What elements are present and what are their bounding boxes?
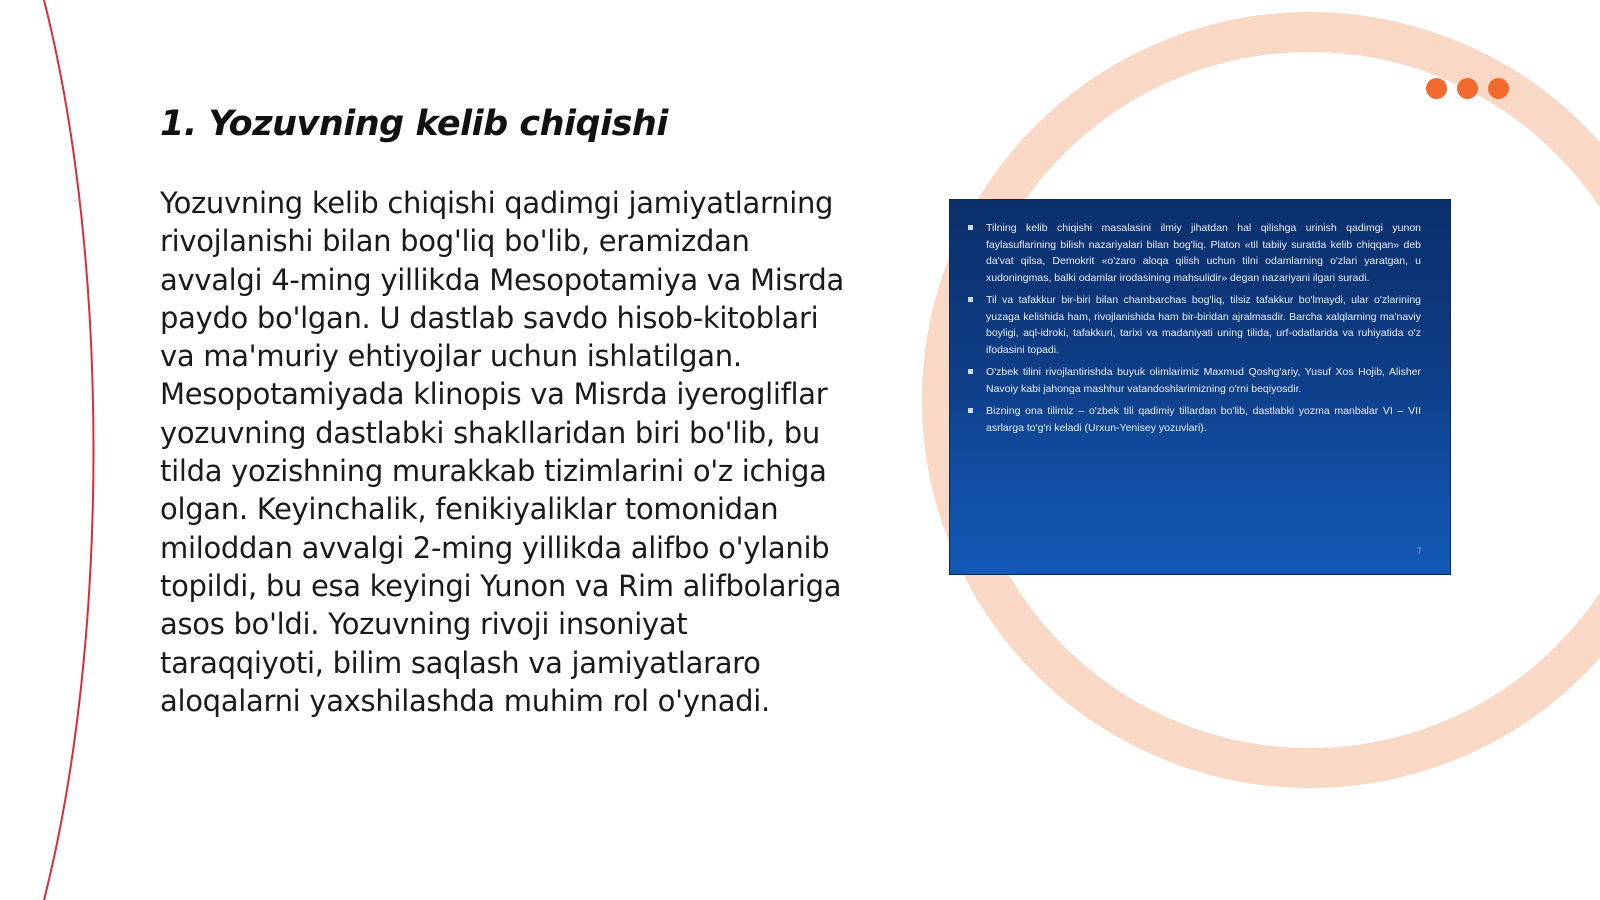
slide-title: 1. Yozuvning kelib chiqishi	[160, 104, 668, 144]
square-bullet-icon	[968, 225, 973, 230]
dot-icon	[1457, 78, 1478, 99]
embedded-bullet-item	[964, 220, 1421, 286]
square-bullet-icon	[968, 408, 973, 413]
dot-icon	[1488, 78, 1509, 99]
embedded-bullet-item	[964, 403, 1421, 436]
embedded-slide-image	[950, 200, 1450, 574]
embedded-page-number: 7	[1416, 546, 1422, 556]
slide-body-text: Yozuvning kelib chiqishi qadimgi jamiyatlarning rivojlanishi bilan bog'liq bo'lib, eramizdan avvalgi 4-ming yillikda Mesopotamiya va Misrda paydo bo'lgan. U dastlab savdo hisob-kitoblari va ma'muriy ehtiyojlar uchun ishlatilgan. Mesopotamiyada klinopis va Misrda iyerogliflar yozuvning dastlabki shakllaridan biri bo'lib, bu tilda yozishning murakkab tizimlarini o'z ichiga olgan. Keyinchalik, fenikiyaliklar tomonidan miloddan avvalgi 2-ming yillikda alifbo o'ylanib topildi, bu esa keyingi Yunon va Rim alifbolariga asos bo'ldi. Yozuvning rivoji insoniyat taraqqiyoti, bilim saqlash va jamiyatlararo aloqalarni yaxshilashda muhim rol o'ynadi.	[160, 186, 845, 718]
embedded-bullet-item	[964, 364, 1421, 397]
embedded-bullet-text: Tilning kelib chiqishi masalasini ilmiy jihatdan hal qilishga urinish qadimgi yunon faylasuflarining bilish nazariyalari bilan bog'liq. Platon «til tabiiy suratda kelib chiqqan» deb da'vat qilsa, Demokrit «o'zaro aloqa qilish uchun tilni odamlarning o'zlari yaratgan, u xudoningmas, balki odamlar irodasining mahsulidir» degan nazariyani ilgari suradi.	[986, 222, 1421, 284]
embedded-bullet-text: Bizning ona tilimiz – o'zbek tili qadimiy tillardan bo'lib, dastlabki yozma manbalar VI – VII asrlarga to'g'ri keladi (Urxun-Yenisey yozuvlari).	[986, 405, 1421, 434]
left-red-curve	[44, 0, 94, 900]
decorative-dots	[1426, 78, 1509, 99]
embedded-bullet-item	[964, 292, 1421, 358]
dot-icon	[1426, 78, 1447, 99]
embedded-bullet-text: Til va tafakkur bir-biri bilan chambarchas bog'liq, tilsiz tafakkur bo'lmaydi, ular o'zlarining yuzaga kelishida ham, rivojlanishida ham bir-biridan ajralmasdir. Barcha xalqlarning ma'naviy boyligi, aql-idroki, tafakkuri, tarixi va madaniyati uning tilida, urf-odatlarida va ruhiyatida o'z ifodasini topadi.	[986, 294, 1421, 356]
square-bullet-icon	[968, 369, 973, 374]
square-bullet-icon	[968, 297, 973, 302]
embedded-bullet-list	[964, 220, 1421, 436]
embedded-bullet-text: O'zbek tilini rivojlantirishda buyuk olimlarimiz Maxmud Qoshg'ariy, Yusuf Xos Hojib, Alisher Navoiy kabi jahonga mashhur vatandoshlarimizning o'rni beqiyosdir.	[986, 366, 1421, 395]
